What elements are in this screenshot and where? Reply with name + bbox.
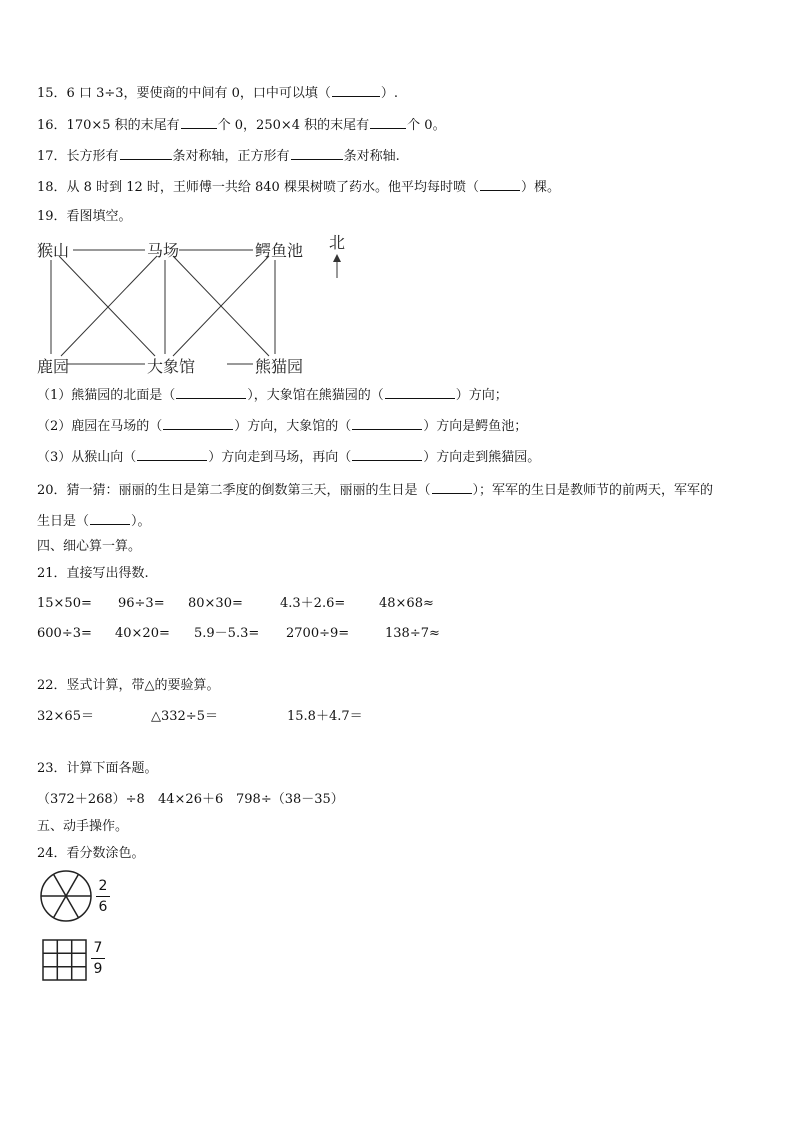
question-20-text-c: 生日是（	[37, 514, 90, 529]
map-label-s: 大象馆	[147, 357, 196, 376]
question-19-2-text-a: （2）鹿园在马场的（	[37, 419, 163, 434]
question-22-text: 22．竖式计算，带△的要验算。	[37, 678, 220, 693]
question-19-1-text-a: （1）熊猫园的北面是（	[37, 388, 176, 403]
calc-item: △332÷5＝	[151, 709, 218, 724]
calc-item: 138÷7≈	[385, 626, 440, 641]
map-label-sw: 鹿园	[37, 357, 70, 376]
question-15	[37, 83, 398, 103]
fraction-denominator: 9	[93, 961, 103, 977]
answer-blank[interactable]	[163, 416, 233, 430]
question-21-row-2	[37, 625, 440, 643]
answer-blank[interactable]	[291, 146, 343, 160]
question-22	[37, 677, 220, 695]
section-5-text: 五、动手操作。	[37, 819, 129, 834]
fraction-2-6	[96, 878, 110, 915]
calc-item: 4.3＋2.6=	[280, 596, 346, 611]
circle-sixths-shape[interactable]	[38, 868, 94, 924]
question-20	[37, 480, 713, 500]
question-15-text: 15．6 口 3÷3，要使商的中间有 0，口中可以填（	[37, 86, 331, 101]
calc-item: 15×50=	[37, 596, 92, 611]
fraction-bar	[96, 896, 110, 897]
question-17-text-a: 17．长方形有	[37, 149, 119, 164]
calc-item: 15.8＋4.7＝	[287, 709, 363, 724]
question-16-text-a: 16．170×5 积的末尾有	[37, 118, 180, 133]
question-19	[37, 208, 132, 226]
question-20-text-d: ）。	[131, 514, 151, 529]
fraction-numerator: 2	[98, 878, 108, 894]
calc-item: 798÷（38－35）	[236, 792, 344, 807]
answer-blank[interactable]	[432, 480, 472, 494]
fraction-numerator: 7	[93, 940, 103, 956]
answer-blank[interactable]	[385, 385, 455, 399]
question-16-text-c: 个 0。	[407, 118, 446, 133]
question-16-text-b: 个 0，250×4 积的末尾有	[217, 118, 370, 133]
fraction-denominator: 6	[98, 899, 108, 915]
question-19-3-text-b: ）方向走到马场，再向（	[208, 450, 352, 465]
map-label-n: 马场	[147, 241, 180, 260]
answer-blank[interactable]	[352, 416, 422, 430]
answer-blank[interactable]	[120, 146, 172, 160]
question-18-text: 18．从 8 时到 12 时，王师傅一共给 840 棵果树喷了药水。他平均每时喷（	[37, 180, 479, 195]
edge-n-sw	[61, 256, 157, 356]
question-17-text-c: 条对称轴.	[343, 149, 400, 164]
map-label-ne: 鳄鱼池	[255, 241, 304, 260]
question-19-2-text-c: ）方向是鳄鱼池；	[423, 419, 528, 434]
calc-item: 5.9－5.3=	[194, 626, 260, 641]
question-19-3-text-c: ）方向走到熊猫园。	[423, 450, 541, 465]
question-17	[37, 146, 400, 166]
calc-item: 40×20=	[115, 626, 170, 641]
north-arrow-icon	[333, 254, 341, 262]
map-label-north: 北	[329, 233, 346, 252]
calc-item: 80×30=	[188, 596, 243, 611]
question-23-row	[37, 791, 344, 809]
answer-blank[interactable]	[176, 385, 246, 399]
calc-item: 44×26＋6	[158, 792, 224, 807]
question-19-1	[37, 385, 508, 405]
question-19-1-text-b: ），大象馆在熊猫园的（	[247, 388, 384, 403]
question-20-text-a: 20．猜一猜：丽丽的生日是第二季度的倒数第三天，丽丽的生日是（	[37, 483, 431, 498]
map-label-se: 熊猫园	[255, 357, 304, 376]
map-label-nw: 猴山	[37, 241, 70, 260]
section-5-title	[37, 818, 128, 836]
grid-ninths-shape[interactable]	[42, 938, 88, 982]
answer-blank[interactable]	[90, 511, 130, 525]
question-21	[37, 565, 149, 583]
question-23-text: 23．计算下面各题。	[37, 761, 158, 776]
question-20-text-b: ）；军军的生日是教师节的前两天，军军的	[472, 483, 714, 498]
question-21-row-1	[37, 595, 434, 613]
answer-blank[interactable]	[352, 447, 422, 461]
question-18-end: ）棵。	[520, 180, 560, 195]
calc-item: （372＋268）÷8	[37, 792, 145, 807]
question-23	[37, 760, 158, 778]
question-19-3-text-a: （3）从猴山向（	[37, 450, 137, 465]
question-24-text: 24．看分数涂色。	[37, 846, 145, 861]
question-20-cont	[37, 511, 151, 531]
answer-blank[interactable]	[370, 115, 406, 129]
calc-item: 48×68≈	[379, 596, 434, 611]
question-19-3	[37, 447, 540, 467]
question-22-row	[37, 708, 363, 726]
answer-blank[interactable]	[137, 447, 207, 461]
question-19-2-text-b: ）方向，大象馆的（	[234, 419, 352, 434]
edge-nw-s	[59, 256, 155, 356]
question-24	[37, 845, 145, 863]
map-diagram	[37, 232, 346, 378]
calc-item: 2700÷9=	[286, 626, 350, 641]
question-18	[37, 177, 560, 197]
question-19-1-text-c: ）方向；	[455, 388, 508, 403]
answer-blank[interactable]	[480, 177, 520, 191]
question-17-text-b: 条对称轴，正方形有	[172, 149, 290, 164]
question-15-end: ）.	[380, 86, 399, 101]
question-21-text: 21．直接写出得数.	[37, 566, 149, 581]
section-4-text: 四、细心算一算。	[37, 539, 142, 554]
fraction-7-9	[91, 940, 105, 977]
calc-item: 600÷3=	[37, 626, 92, 641]
answer-blank[interactable]	[332, 83, 380, 97]
fraction-bar	[91, 958, 105, 959]
question-19-2	[37, 416, 527, 436]
question-16	[37, 115, 446, 135]
calc-item: 96÷3=	[118, 596, 165, 611]
section-4-title	[37, 538, 141, 556]
question-19-text: 19．看图填空。	[37, 209, 132, 224]
calc-item: 32×65＝	[37, 709, 94, 724]
answer-blank[interactable]	[181, 115, 217, 129]
